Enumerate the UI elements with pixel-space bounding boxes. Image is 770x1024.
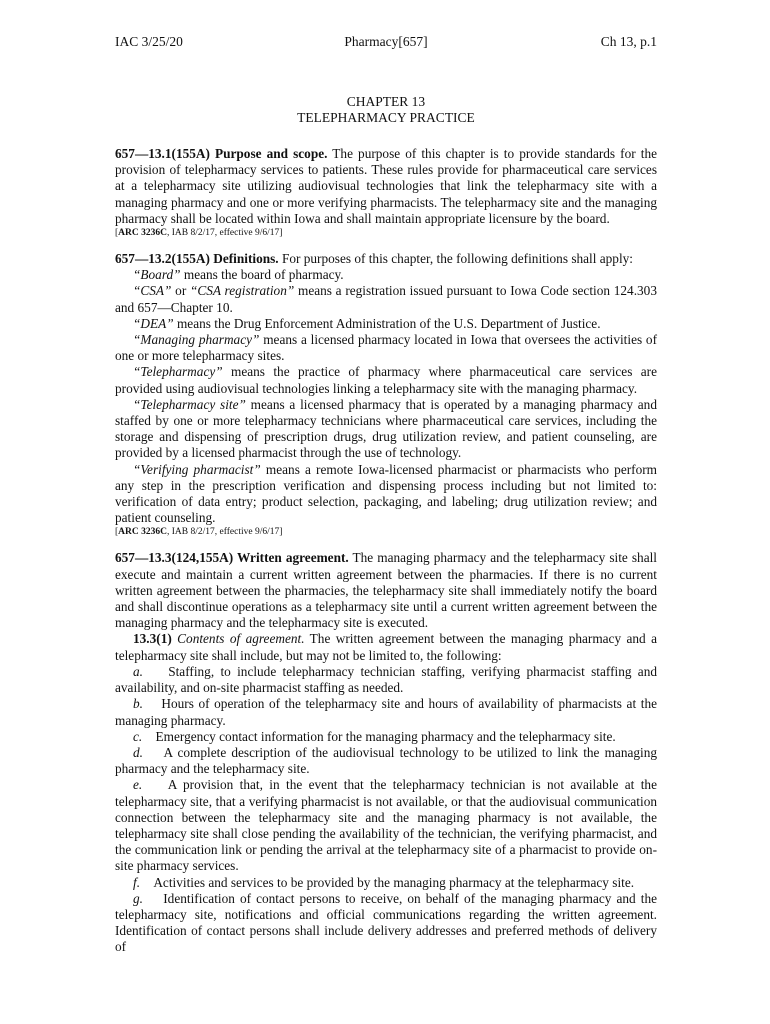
subrule-number: 13.3(1) (133, 631, 172, 647)
rule-number: 657—13.2(155A) Definitions. (115, 251, 279, 267)
item-letter: g. (133, 890, 143, 906)
header-page: Ch 13, p.1 (600, 34, 657, 49)
item-letter: c. (133, 728, 143, 744)
chapter-title: TELEPHARMACY PRACTICE (297, 110, 475, 125)
rule-paragraph (115, 251, 657, 267)
agreement-item-f (115, 875, 657, 891)
definition-text: means the Drug Enforcement Administration of the U.S. Department of Justice. (173, 315, 601, 331)
chapter-body (115, 146, 657, 956)
definition-connector: or (171, 283, 190, 299)
running-header (115, 34, 657, 56)
rule-number: 657—13.1(155A) Purpose and scope. (115, 146, 328, 161)
definition-term: “CSA registration” (190, 283, 295, 299)
item-letter: d. (133, 744, 143, 760)
item-text: Hours of operation of the telepharmacy site and hours of availability of pharmacists at the managing pharmacy. (115, 696, 657, 728)
source-rest: , IAB 8/2/17, effective 9/6/17] (167, 228, 283, 239)
definition-term: “Telepharmacy site” (133, 396, 246, 412)
definition-text: means a licensed pharmacy that is operated by a managing pharmacy and staffed by one or more telepharmacy technicians where pharmaceutical care services, including the storage and dispensing of prescription drugs, drug utilization review, and patient counseling, are provided by a licensed pharmacist through the use of technology. (115, 396, 657, 461)
item-letter: b. (133, 696, 143, 712)
item-text: Identification of contact persons to receive, on behalf of the managing pharmacy and the telepharmacy site, notifications and official communications regarding the written agreement. Identification of contact persons shall include delivery addresses and preferred methods of delivery of (115, 890, 657, 955)
definition-term: “CSA” (133, 283, 172, 299)
source-open: [ (115, 527, 119, 538)
agreement-item-e (115, 777, 657, 874)
arc-number: ARC 3236C (118, 228, 167, 239)
subrule-13-3-1 (115, 631, 657, 663)
subrule-text: The written agreement between the managing pharmacy and a telepharmacy site shall include, but may not be limited to, the following: (115, 631, 657, 663)
document-page (115, 34, 657, 956)
chapter-heading (115, 94, 657, 126)
source-open: [ (115, 228, 119, 239)
definition-text: means a registration issued pursuant to Iowa Code section 124.303 and 657—Chapter 10. (115, 283, 657, 315)
item-letter: a. (133, 663, 143, 679)
definition-term: “Telepharmacy” (133, 364, 223, 380)
rule-13-2 (115, 251, 657, 538)
definition-text: means a remote Iowa-licensed pharmacist or pharmacists who perform any step in the prescription verification and dispensing process including but not limited to: verification of data entry; product selection, packaging, and labeling; drug utilization review; and patient counseling. (115, 461, 657, 526)
rule-text: The purpose of this chapter is to provide standards for the provision of telepharmacy services to patients. These rules provide for pharmaceutical care services at a telepharmacy site utilizing audiovisual technologies that link the telepharmacy site with a managing pharmacy and one or more verifying pharmacists. The telepharmacy site and the managing pharmacy shall be located within Iowa and shall maintain appropriate licensure by the board. (115, 146, 658, 226)
definition-verifying-pharmacist (115, 462, 657, 527)
agreement-item-d (115, 745, 657, 777)
item-text: A provision that, in the event that the telepharmacy technician is not available at the telepharmacy site, that a verifying pharmacist is not available, or that the audiovisual communication connection between the telepharmacy site and the managing pharmacy is not available, the telepharmacy site shall close pending the availability of the technician, the verifying pharmacist, and the communication link or pending the arrival at the telepharmacy site of a pharmacist to provide on-site pharmacy services. (115, 777, 657, 874)
definition-csa (115, 283, 657, 315)
rule-text: For purposes of this chapter, the following definitions shall apply: (278, 251, 633, 267)
rule-text: The managing pharmacy and the telepharmacy site shall execute and maintain a current written agreement between the pharmacies. If there is no current written agreement between the pharmacies, the telepharmacy site shall immediately notify the board and shall discontinue operations as a telepharmacy site until a current written agreement between the managing pharmacy and the telepharmacy site is executed. (115, 550, 657, 631)
item-text: Emergency contact information for the managing pharmacy and the telepharmacy site. (155, 728, 616, 744)
definition-text: means the board of pharmacy. (180, 267, 344, 283)
agreement-item-a (115, 664, 657, 696)
agreement-item-g (115, 891, 657, 956)
definition-term: “Board” (133, 267, 181, 283)
rule-13-3 (115, 550, 657, 955)
definition-text: means the practice of pharmacy where pharmaceutical care services are provided using audiovisual technologies linking a telepharmacy site with the managing pharmacy. (115, 364, 657, 396)
agreement-item-b (115, 696, 657, 728)
arc-number: ARC 3236C (118, 527, 167, 538)
item-text: Staffing, to include telepharmacy technician staffing, verifying pharmacist staffing and availability, and on-site pharmacist staffing as needed. (115, 663, 657, 696)
item-letter: f. (133, 874, 141, 890)
agreement-item-c (115, 729, 657, 745)
definition-term: “Verifying pharmacist” (133, 461, 261, 477)
definition-telepharmacy (115, 364, 657, 396)
rule-13-1 (115, 146, 657, 239)
definition-term: “DEA” (133, 315, 174, 331)
rule-paragraph (115, 550, 657, 631)
item-letter: e. (133, 777, 143, 793)
definition-dea (115, 316, 657, 332)
header-date: IAC 3/25/20 (115, 34, 183, 49)
source-note (115, 227, 657, 239)
rule-number: 657—13.3(124,155A) Written agreement. (115, 550, 349, 566)
definition-telepharmacy-site (115, 397, 657, 462)
definition-text: means a licensed pharmacy located in Iowa that oversees the activities of one or more telepharmacy sites. (115, 332, 658, 364)
item-text: Activities and services to be provided by the managing pharmacy at the telepharmacy site. (153, 874, 635, 890)
rule-paragraph (115, 146, 657, 227)
source-note (115, 526, 657, 538)
subrule-title: Contents of agreement. (177, 631, 305, 647)
definition-managing-pharmacy (115, 332, 657, 364)
chapter-number: CHAPTER 13 (346, 94, 426, 109)
header-title: Pharmacy[657] (344, 34, 428, 49)
item-text: A complete description of the audiovisual technology to be utilized to link the managing pharmacy and the telepharmacy site. (115, 744, 658, 777)
definition-term: “Managing pharmacy” (133, 332, 260, 348)
definition-board (115, 267, 657, 283)
source-rest: , IAB 8/2/17, effective 9/6/17] (167, 527, 283, 538)
